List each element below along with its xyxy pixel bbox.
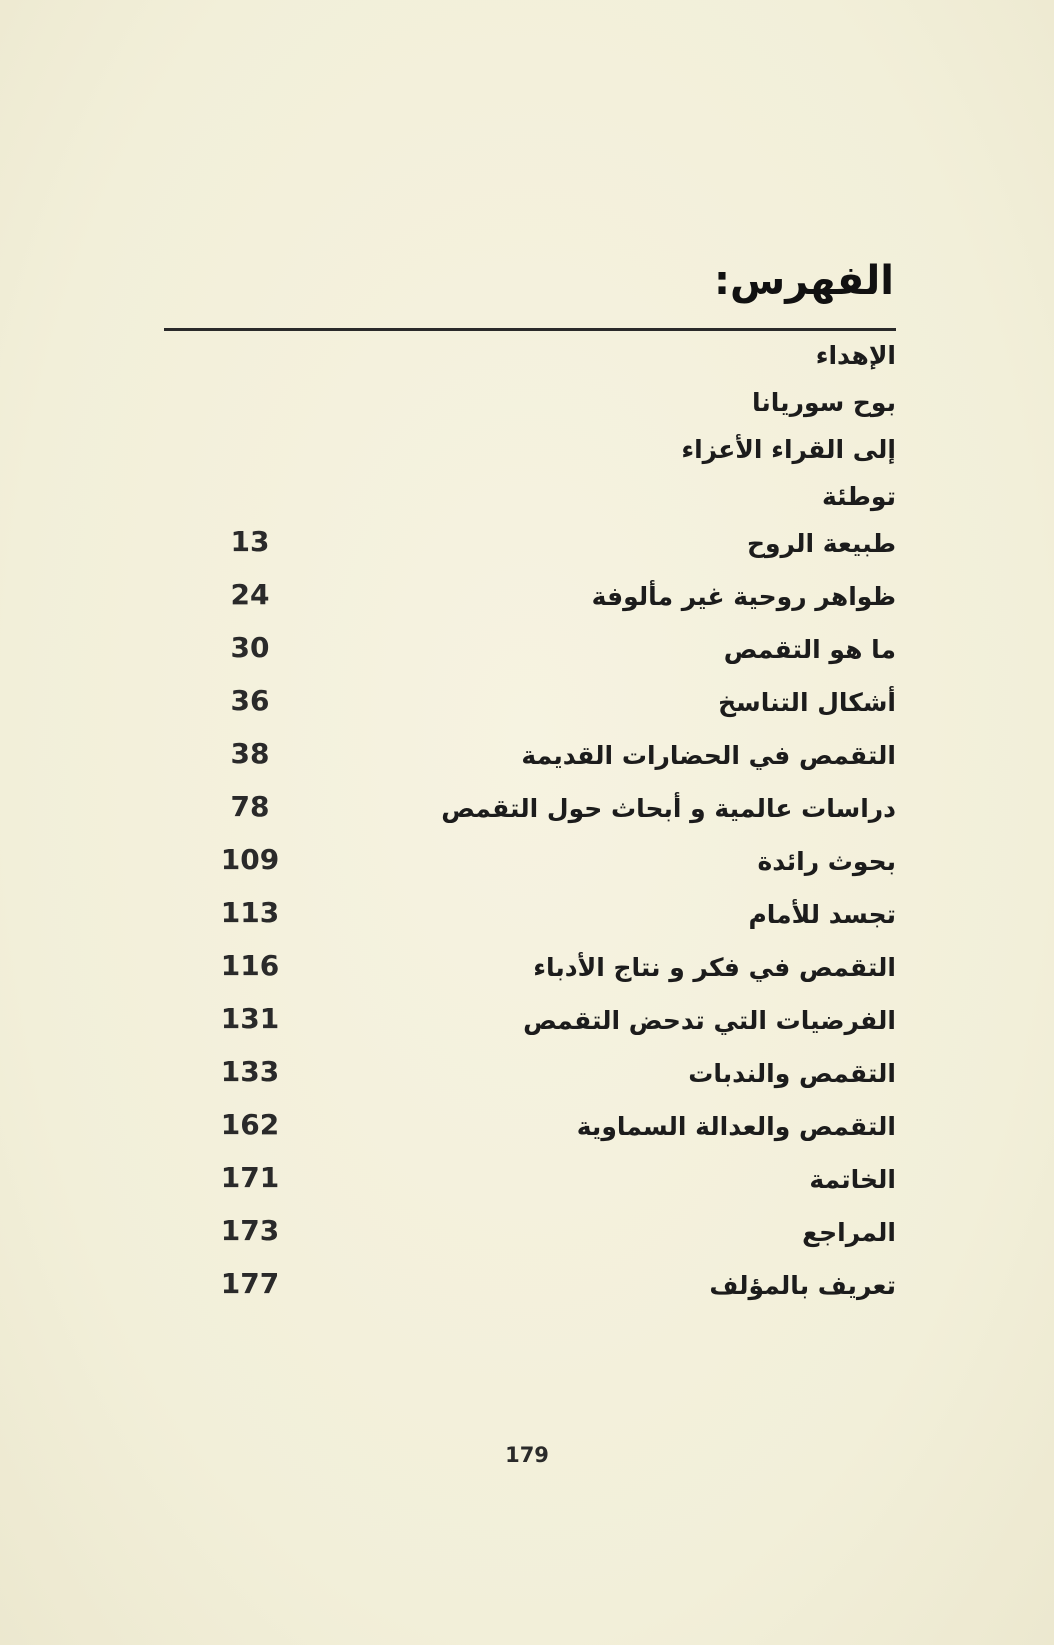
- toc-entry: [0, 682, 1054, 735]
- toc-entry: [0, 1159, 1054, 1212]
- toc-entry-title: الفرضيات التي تدحض التقمص: [523, 1006, 896, 1035]
- toc-entry: [0, 523, 1054, 576]
- toc-entry-title: تجسد للأمام: [748, 900, 896, 929]
- toc-entry: [0, 476, 1054, 523]
- toc-entry: [0, 576, 1054, 629]
- toc-entry-page: 24: [230, 578, 270, 611]
- toc-entry-title: التقمص في فكر و نتاج الأدباء: [533, 953, 896, 982]
- toc-entry: [0, 382, 1054, 429]
- toc-entry: [0, 735, 1054, 788]
- toc-entry-title: توطئة: [822, 482, 896, 511]
- toc-entry-page: 162: [220, 1108, 280, 1141]
- toc-entry-title: التقمص والندبات: [688, 1059, 896, 1088]
- toc-entry-title: ظواهر روحية غير مألوفة: [591, 582, 896, 611]
- toc-entry-title: المراجع: [802, 1218, 896, 1247]
- toc-entry-page: 78: [230, 790, 270, 823]
- toc-heading: الفهرس:: [714, 258, 894, 304]
- toc-entry: [0, 1265, 1054, 1318]
- toc-entry-page: 36: [230, 684, 270, 717]
- page-number: 179: [505, 1443, 549, 1467]
- toc-entry-title: بوح سوريانا: [752, 388, 896, 417]
- toc-entry: [0, 894, 1054, 947]
- toc-entry-title: دراسات عالمية و أبحاث حول التقمص: [441, 794, 896, 823]
- toc-entry-title: التقمص والعدالة السماوية: [576, 1112, 896, 1141]
- toc-entry-title: التقمص في الحضارات القديمة: [521, 741, 896, 770]
- toc-entry-page: 177: [220, 1267, 280, 1300]
- toc-entry-title: تعريف بالمؤلف: [709, 1271, 896, 1300]
- toc-entry: [0, 1212, 1054, 1265]
- toc-entry-page: 173: [220, 1214, 280, 1247]
- heading-divider: [164, 328, 896, 331]
- toc-entry: [0, 1000, 1054, 1053]
- toc-entry: [0, 841, 1054, 894]
- toc-entry: [0, 629, 1054, 682]
- toc-entry: [0, 947, 1054, 1000]
- toc-list: [0, 335, 1054, 1318]
- toc-entry-title: إلى القراء الأعزاء: [681, 435, 896, 464]
- toc-entry-page: 131: [220, 1002, 280, 1035]
- toc-entry-page: 109: [220, 843, 280, 876]
- toc-entry-page: 38: [230, 737, 270, 770]
- toc-entry-title: ما هو التقمص: [723, 635, 896, 664]
- toc-entry: [0, 1106, 1054, 1159]
- toc-entry: [0, 788, 1054, 841]
- toc-entry-title: طبيعة الروح: [747, 529, 896, 558]
- toc-entry-title: الخاتمة: [809, 1165, 896, 1194]
- toc-entry-title: الإهداء: [815, 341, 896, 370]
- toc-entry-page: 116: [220, 949, 280, 982]
- toc-entry: [0, 1053, 1054, 1106]
- toc-entry-title: أشكال التناسخ: [718, 688, 896, 717]
- toc-entry-page: 171: [220, 1161, 280, 1194]
- toc-entry-page: 133: [220, 1055, 280, 1088]
- toc-entry-page: 30: [230, 631, 270, 664]
- toc-entry-page: 113: [220, 896, 280, 929]
- toc-entry: [0, 335, 1054, 382]
- toc-entry-title: بحوث رائدة: [757, 847, 896, 876]
- toc-entry: [0, 429, 1054, 476]
- toc-entry-page: 13: [230, 525, 270, 558]
